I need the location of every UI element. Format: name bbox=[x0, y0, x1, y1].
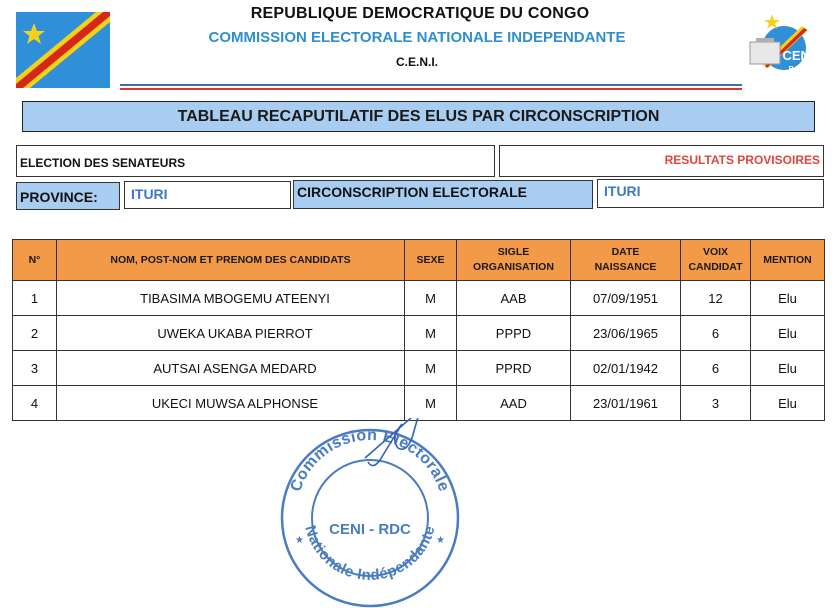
cell-sigle: AAB bbox=[457, 281, 571, 316]
cell-date: 07/09/1951 bbox=[571, 281, 681, 316]
cell-mention: Elu bbox=[751, 281, 825, 316]
header-ceni: C.E.N.I. bbox=[395, 55, 438, 69]
table-row bbox=[13, 386, 825, 421]
elected-candidates-table bbox=[12, 239, 825, 421]
cell-num: 1 bbox=[13, 281, 57, 316]
cell-name: UKECI MUWSA ALPHONSE bbox=[57, 386, 405, 421]
cell-num: 2 bbox=[13, 316, 57, 351]
cell-mention: Elu bbox=[751, 351, 825, 386]
col-header-sigle: SIGLE ORGANISATION bbox=[457, 240, 571, 281]
stamp-ring-bottom: Nationale Indépendante bbox=[301, 523, 439, 585]
cell-voix: 12 bbox=[681, 281, 751, 316]
stamp-ring-top: Commission Electorale bbox=[287, 426, 453, 494]
cell-mention: Elu bbox=[751, 386, 825, 421]
cell-sigle: PPRD bbox=[457, 351, 571, 386]
election-type: ELECTION DES SENATEURS bbox=[16, 145, 495, 177]
table-title-banner: TABLEAU RECAPUTILATIF DES ELUS PAR CIRCONSCRIPTION bbox=[22, 101, 815, 132]
header-republic: REPUBLIQUE DEMOCRATIQUE DU CONGO bbox=[250, 5, 590, 22]
province-label: PROVINCE: bbox=[16, 182, 120, 210]
cell-voix: 6 bbox=[681, 351, 751, 386]
cell-voix: 6 bbox=[681, 316, 751, 351]
cell-sigle: AAD bbox=[457, 386, 571, 421]
cell-sexe: M bbox=[405, 281, 457, 316]
col-header-voix: VOIX CANDIDAT bbox=[681, 240, 751, 281]
cell-num: 3 bbox=[13, 351, 57, 386]
star-icon: ★ bbox=[295, 535, 304, 546]
cell-sexe: M bbox=[405, 316, 457, 351]
cell-name: AUTSAI ASENGA MEDARD bbox=[57, 351, 405, 386]
province-value: ITURI bbox=[124, 181, 291, 209]
header-commission: COMMISSION ELECTORALE NATIONALE INDEPENDANTE bbox=[208, 29, 626, 46]
cell-num: 4 bbox=[13, 386, 57, 421]
star-icon: ★ bbox=[436, 535, 445, 546]
cell-date: 23/01/1961 bbox=[571, 386, 681, 421]
results-status: RESULTATS PROVISOIRES bbox=[499, 145, 824, 177]
circonscription-label: CIRCONSCRIPTION ELECTORALE bbox=[293, 180, 593, 209]
header-rule-red bbox=[120, 88, 742, 90]
cell-date: 02/01/1942 bbox=[571, 351, 681, 386]
col-header-sexe: SEXE bbox=[405, 240, 457, 281]
cell-name: UWEKA UKABA PIERROT bbox=[57, 316, 405, 351]
header-rule-blue bbox=[120, 84, 742, 86]
table-row bbox=[13, 316, 825, 351]
stamp-center-text: CENI - RDC bbox=[329, 521, 411, 538]
logo-text: CENI bbox=[782, 48, 814, 63]
ceni-logo bbox=[740, 8, 822, 84]
cell-sexe: M bbox=[405, 351, 457, 386]
table-row bbox=[13, 351, 825, 386]
cell-voix: 3 bbox=[681, 386, 751, 421]
logo-subtext: R.D.C bbox=[788, 66, 808, 73]
table-row bbox=[13, 281, 825, 316]
cell-sigle: PPPD bbox=[457, 316, 571, 351]
cell-date: 23/06/1965 bbox=[571, 316, 681, 351]
cell-mention: Elu bbox=[751, 316, 825, 351]
col-header-num: N° bbox=[13, 240, 57, 281]
col-header-mention: MENTION bbox=[751, 240, 825, 281]
table-header-row bbox=[13, 240, 825, 281]
col-header-name: NOM, POST-NOM ET PRENOM DES CANDIDATS bbox=[57, 240, 405, 281]
cell-sexe: M bbox=[405, 386, 457, 421]
drc-flag bbox=[16, 12, 110, 88]
official-stamp bbox=[270, 418, 470, 608]
circonscription-value: ITURI bbox=[597, 179, 824, 208]
col-header-date: DATE NAISSANCE bbox=[571, 240, 681, 281]
cell-name: TIBASIMA MBOGEMU ATEENYI bbox=[57, 281, 405, 316]
